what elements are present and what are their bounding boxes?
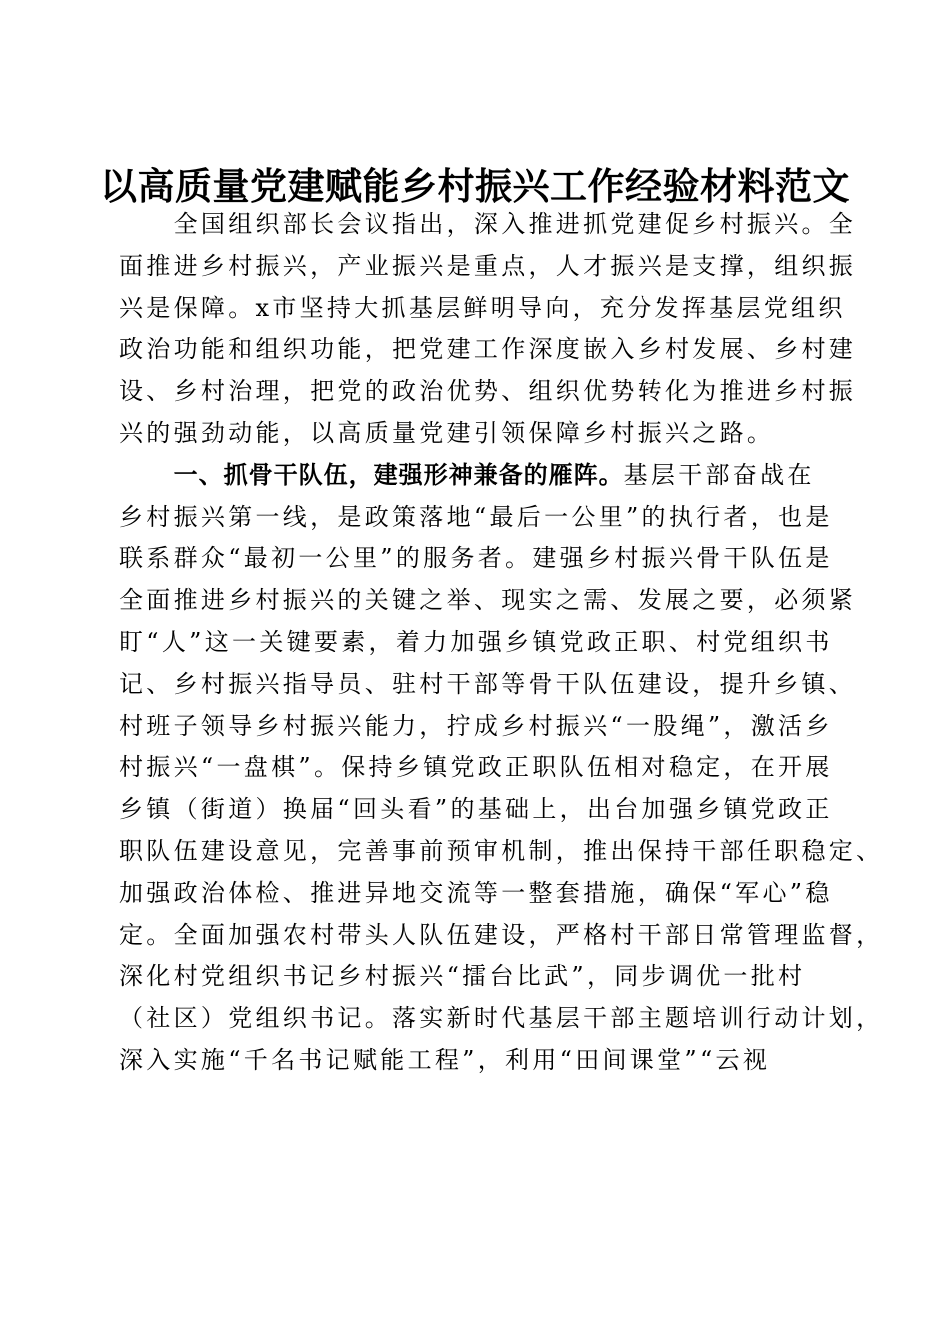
section-1-first-line-text: 基层干部奋战在 <box>623 460 815 489</box>
intro-line: 兴是保障。x市坚持大抓基层鲜明导向，充分发挥基层党组织 <box>119 293 846 322</box>
section-1-line: 记、乡村振兴指导员、驻村干部等骨干队伍建设，提升乡镇、 <box>119 669 857 698</box>
section-1-line: （社区）党组织书记。落实新时代基层干部主题培训行动计划， <box>119 1004 884 1033</box>
intro-line: 全国组织部长会议指出，深入推进抓党建促乡村振兴。全 <box>119 210 857 238</box>
document-body <box>119 204 884 1082</box>
intro-line: 面推进乡村振兴，产业振兴是重点，人才振兴是支撑，组织振 <box>119 251 857 280</box>
section-1-line: 联系群众“最初一公里”的服务者。建强乡村振兴骨干队伍是 <box>119 544 833 573</box>
section-1-first-line <box>119 455 831 497</box>
section-1-line: 加强政治体检、推进异地交流等一整套措施，确保“军心”稳 <box>119 878 833 907</box>
section-1-line: 村振兴“一盘棋”。保持乡镇党政正职队伍相对稳定，在开展 <box>119 753 833 782</box>
intro-line: 政治功能和组织功能，把党建工作深度嵌入乡村发展、乡村建 <box>119 335 857 364</box>
section-1-line: 深入实施“千名书记赋能工程”，利用“田间课堂”“云视 <box>119 1045 771 1074</box>
intro-paragraph <box>119 204 857 455</box>
section-1-line: 盯“人”这一关键要素，着力加强乡镇党政正职、村党组织书 <box>119 627 833 656</box>
section-1-line: 村班子领导乡村振兴能力，拧成乡村振兴“一股绳”，激活乡 <box>119 711 833 740</box>
section-1-line: 乡村振兴第一线，是政策落地“最后一公里”的执行者，也是 <box>119 502 833 531</box>
section-1-line: 定。全面加强农村带头人队伍建设，严格村干部日常管理监督， <box>119 920 884 949</box>
section-1-indent <box>119 461 174 489</box>
intro-line: 兴的强劲动能，以高质量党建引领保障乡村振兴之路。 <box>119 418 775 447</box>
document-title: 以高质量党建赋能乡村振兴工作经验材料范文 <box>100 164 850 208</box>
section-1-line: 全面推进乡村振兴的关键之举、现实之需、发展之要，必须紧 <box>119 586 857 615</box>
section-1-line: 乡镇（街道）换届“回头看”的基础上，出台加强乡镇党政正 <box>119 795 833 824</box>
intro-line: 设、乡村治理，把党的政治优势、组织优势转化为推进乡村振 <box>119 377 857 406</box>
section-1-paragraph <box>119 455 884 1082</box>
section-1-heading: 一、抓骨干队伍，建强形神兼备的雁阵。 <box>173 460 624 489</box>
section-1-line: 深化村党组织书记乡村振兴“擂台比武”，同步调优一批村 <box>119 962 806 991</box>
section-1-line: 职队伍建设意见，完善事前预审机制，推出保持干部任职稳定、 <box>119 836 884 865</box>
